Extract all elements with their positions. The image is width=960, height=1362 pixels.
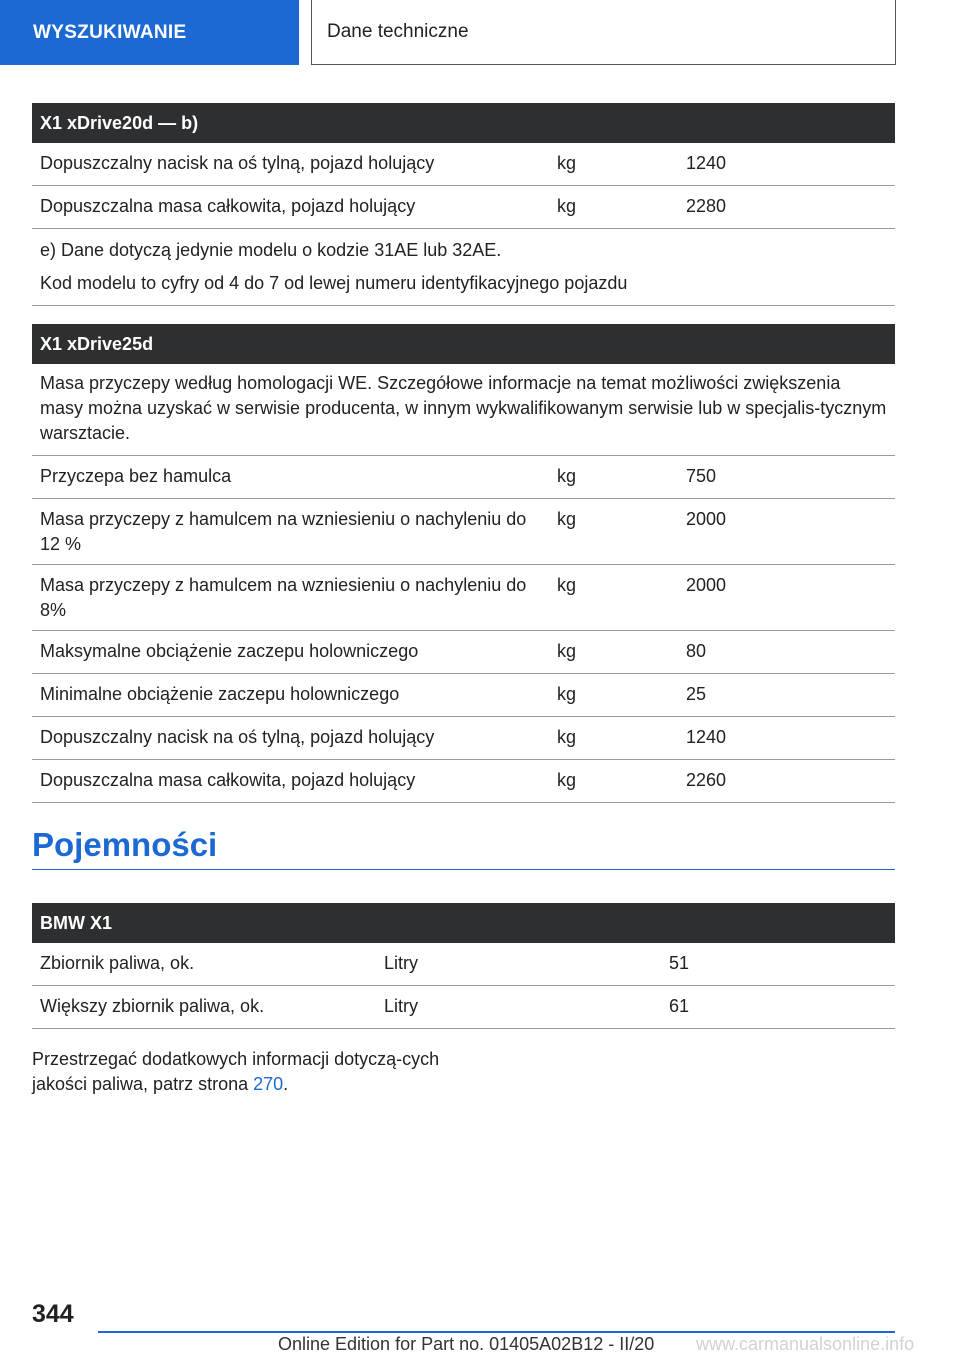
edition-info: Online Edition for Part no. 01405A02B12 - II/20 (278, 1334, 655, 1354)
row-label: Dopuszczalna masa całkowita, pojazd holujący (40, 770, 416, 790)
row-value: 2280 (686, 196, 727, 216)
table-row (32, 631, 895, 674)
row-value: 1240 (686, 727, 727, 747)
row-unit: kg (557, 509, 577, 529)
page-link[interactable]: 270 (253, 1074, 284, 1094)
table-row (32, 717, 895, 760)
table-row (32, 186, 895, 229)
table-intro (32, 364, 895, 456)
row-value: 2260 (686, 770, 727, 790)
footer-divider (98, 1331, 895, 1333)
chapter-title (311, 0, 896, 65)
row-label: Zbiornik paliwa, ok. (40, 953, 195, 973)
row-unit: Litry (384, 953, 419, 973)
row-value: 2000 (686, 509, 727, 529)
table-row (32, 565, 895, 631)
row-label: Większy zbiornik paliwa, ok. (40, 996, 265, 1016)
row-unit: kg (557, 466, 577, 486)
row-label: Dopuszczalna masa całkowita, pojazd holujący (40, 196, 416, 216)
row-label: Masa przyczepy z hamulcem na wzniesieniu o nachyleniu do 12 % (40, 509, 527, 554)
table-heading: X1 xDrive25d (32, 324, 895, 364)
table-row (32, 943, 895, 986)
row-value: 1240 (686, 153, 727, 173)
row-unit: kg (557, 641, 577, 661)
row-value: 750 (686, 466, 717, 486)
row-value: 25 (686, 684, 707, 704)
fuel-quality-note (32, 1047, 452, 1097)
row-value: 2000 (686, 575, 727, 595)
table-row (32, 674, 895, 717)
table-row (32, 986, 895, 1029)
search-tab[interactable] (0, 0, 299, 65)
row-label: Masa przyczepy z hamulcem na wzniesieniu o nachyleniu do 8% (40, 575, 527, 620)
row-label: Maksymalne obciążenie zaczepu holowniczego (40, 641, 419, 661)
row-label: Minimalne obciążenie zaczepu holowniczego (40, 684, 400, 704)
table-heading: BMW X1 (32, 903, 895, 943)
row-unit: kg (557, 575, 577, 595)
row-unit: kg (557, 684, 577, 704)
watermark: www.carmanualsonline.info (696, 1334, 915, 1354)
table-xdrive25d (32, 324, 895, 803)
row-unit: kg (557, 196, 577, 216)
table-row (32, 143, 895, 186)
note-end: . (283, 1074, 289, 1094)
note-text: Przestrzegać dodatkowych informacji dotyczą-cych jakości paliwa, patrz strona (32, 1049, 440, 1094)
table-row (32, 499, 895, 565)
row-unit: kg (557, 727, 577, 747)
row-unit: kg (557, 770, 577, 790)
row-value: 51 (669, 953, 690, 973)
chapter-title-text: Dane techniczne (327, 21, 469, 42)
note-line: Kod modelu to cyfry od 4 do 7 od lewej numeru identyfikacyjnego pojazdu (40, 273, 628, 293)
search-tab-label: WYSZUKIWANIE (33, 21, 187, 43)
table-bmw-x1-capacities (32, 903, 895, 1029)
page-number: 344 (32, 1300, 74, 1328)
row-label: Dopuszczalny nacisk na oś tylną, pojazd holujący (40, 153, 435, 173)
section-title: Pojemności (32, 825, 895, 870)
row-label: Dopuszczalny nacisk na oś tylną, pojazd holujący (40, 727, 435, 747)
table-row (32, 456, 895, 499)
table-xdrive20d-b (32, 103, 895, 306)
row-unit: kg (557, 153, 577, 173)
row-value: 61 (669, 996, 690, 1016)
row-label: Przyczepa bez hamulca (40, 466, 232, 486)
table-row (32, 760, 895, 803)
row-unit: Litry (384, 996, 419, 1016)
table-heading: X1 xDrive20d — b) (32, 103, 895, 143)
row-value: 80 (686, 641, 707, 661)
note-line: e) Dane dotyczą jedynie modelu o kodzie 31AE lub 32AE. (40, 240, 502, 260)
table-note (32, 229, 895, 306)
intro-text: Masa przyczepy według homologacji WE. Szczegółowe informacje na temat możliwości zwiększenia masy można uzyskać w serwisie producenta, w innym wykwalifikowanym serwisie lub w specjalis-tycznym warsztacie. (40, 373, 887, 443)
